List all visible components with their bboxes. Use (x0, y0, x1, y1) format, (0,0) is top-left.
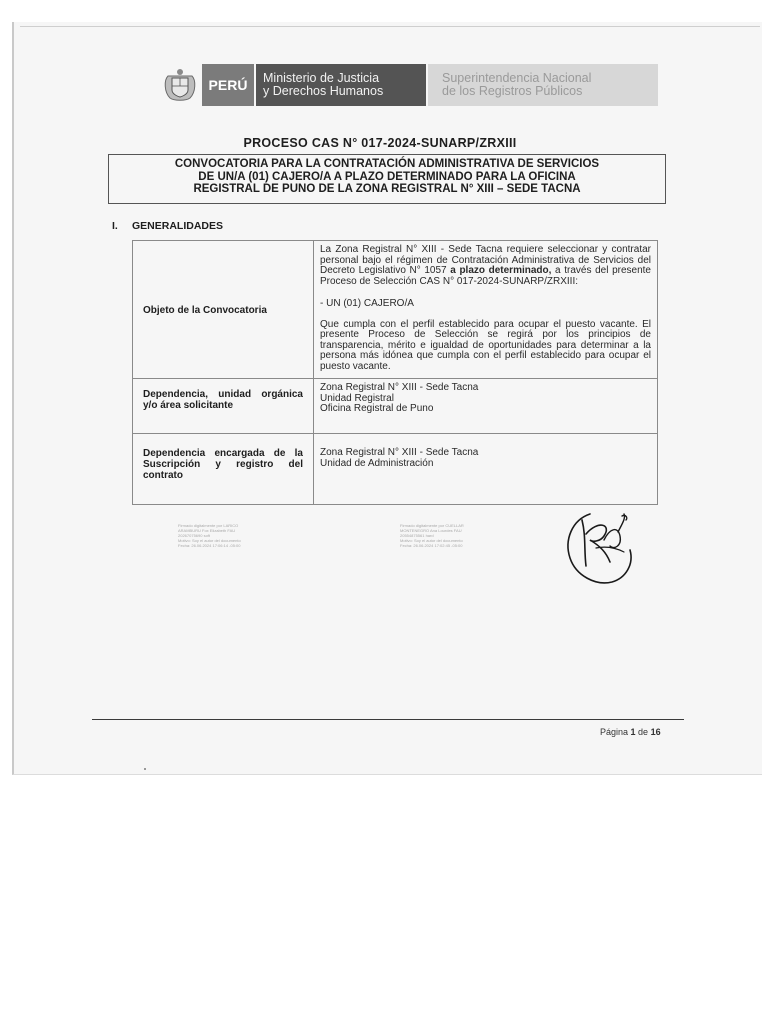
table-row (133, 379, 658, 434)
top-scan-edge (20, 26, 760, 27)
objeto-label: Objeto de la Convocatoria (133, 241, 314, 379)
ministry-logo (256, 64, 426, 106)
plazo-bold: a plazo determinado, (450, 265, 552, 276)
ministry-line-2: y Derechos Humanos (263, 84, 384, 98)
page-number: Página 1 de 16 (600, 727, 661, 737)
section-number: I. (112, 220, 118, 232)
digital-signature-1: Firmado digitalmente por LARICO ARAMBURU Fox Elizabeth FAU 20267075690 soft Motivo: Soy el autor del documento Fecha: 26.06.2024 17:06:14 -05:00 (178, 523, 241, 548)
objeto-value (314, 241, 658, 379)
dependencia-line: Zona Registral N° XIII - Sede Tacna (320, 382, 479, 393)
table-row (133, 241, 658, 379)
table-row (133, 434, 658, 505)
suscripcion-line: Unidad de Administración (320, 457, 434, 469)
objeto-item: - UN (01) CAJERO/A (320, 298, 414, 309)
objeto-paragraph-1: La Zona Registral N° XIII - Sede Tacna requiere seleccionar y contratar personal bajo el régimen de Contratación Administrativa de Servicios del Decreto Legislativo N° 1057 a plazo determinado, a través del presente Proceso de Selección CAS N° 017-2024-SUNARP/ZRXIII: (320, 244, 651, 287)
handwritten-signature (560, 506, 642, 590)
dependencia-line: Oficina Registral de Puno (320, 403, 434, 414)
suscripcion-line: Zona Registral N° XIII - Sede Tacna (320, 447, 479, 458)
suscripcion-label: Dependencia encargada de la Suscripción y registro del contrato (133, 434, 314, 505)
process-title: PROCESO CAS N° 017-2024-SUNARP/ZRXIII (243, 136, 517, 150)
footer-rule (92, 719, 684, 720)
agency-line-2: de los Registros Públicos (442, 84, 583, 98)
dependencia-line: Unidad Registral (320, 392, 394, 404)
ministry-line-1: Ministerio de Justicia (263, 71, 380, 85)
dependencia-label: Dependencia, unidad orgánica y/o área solicitante (133, 379, 314, 434)
agency-line-1: Superintendencia Nacional (442, 71, 592, 85)
coat-of-arms-icon (160, 64, 200, 106)
digital-signature-2: Firmado digitalmente por CUELLAR MONTENEGRO Ana Lourdes FAU 20554875561 hard Motivo: Soy el autor del documento Fecha: 26.06.2024 17:02:45 -05:00 (400, 523, 464, 548)
generalidades-table (132, 240, 658, 505)
objeto-paragraph-2: Que cumpla con el perfil establecido para ocupar el puesto vacante. El presente Proceso de Selección se regirá por los principios de transparencia, mérito e igualdad de oportunidades para determinar a la persona más idónea que cumpla con el perfil establecido para ocupar el puesto vacante. (320, 318, 651, 372)
dependencia-value (314, 379, 658, 434)
peru-logo: PERÚ (202, 64, 254, 106)
letterhead (160, 64, 658, 106)
scan-speck (144, 768, 146, 770)
agency-logo (428, 64, 658, 106)
suscripcion-value (314, 434, 658, 505)
section-title: GENERALIDADES (132, 220, 224, 232)
convocatoria-line-1: CONVOCATORIA PARA LA CONTRATACIÓN ADMINISTRATIVA DE SERVICIOS (174, 158, 600, 170)
convocatoria-line-2: DE UN/A (01) CAJERO/A A PLAZO DETERMINADO PARA LA OFICINA (198, 170, 576, 183)
convocatoria-line-3: REGISTRAL DE PUNO DE LA ZONA REGISTRAL N° XIII – SEDE TACNA (193, 183, 581, 195)
section-heading (112, 220, 223, 232)
convocatoria-title-box (108, 154, 666, 204)
